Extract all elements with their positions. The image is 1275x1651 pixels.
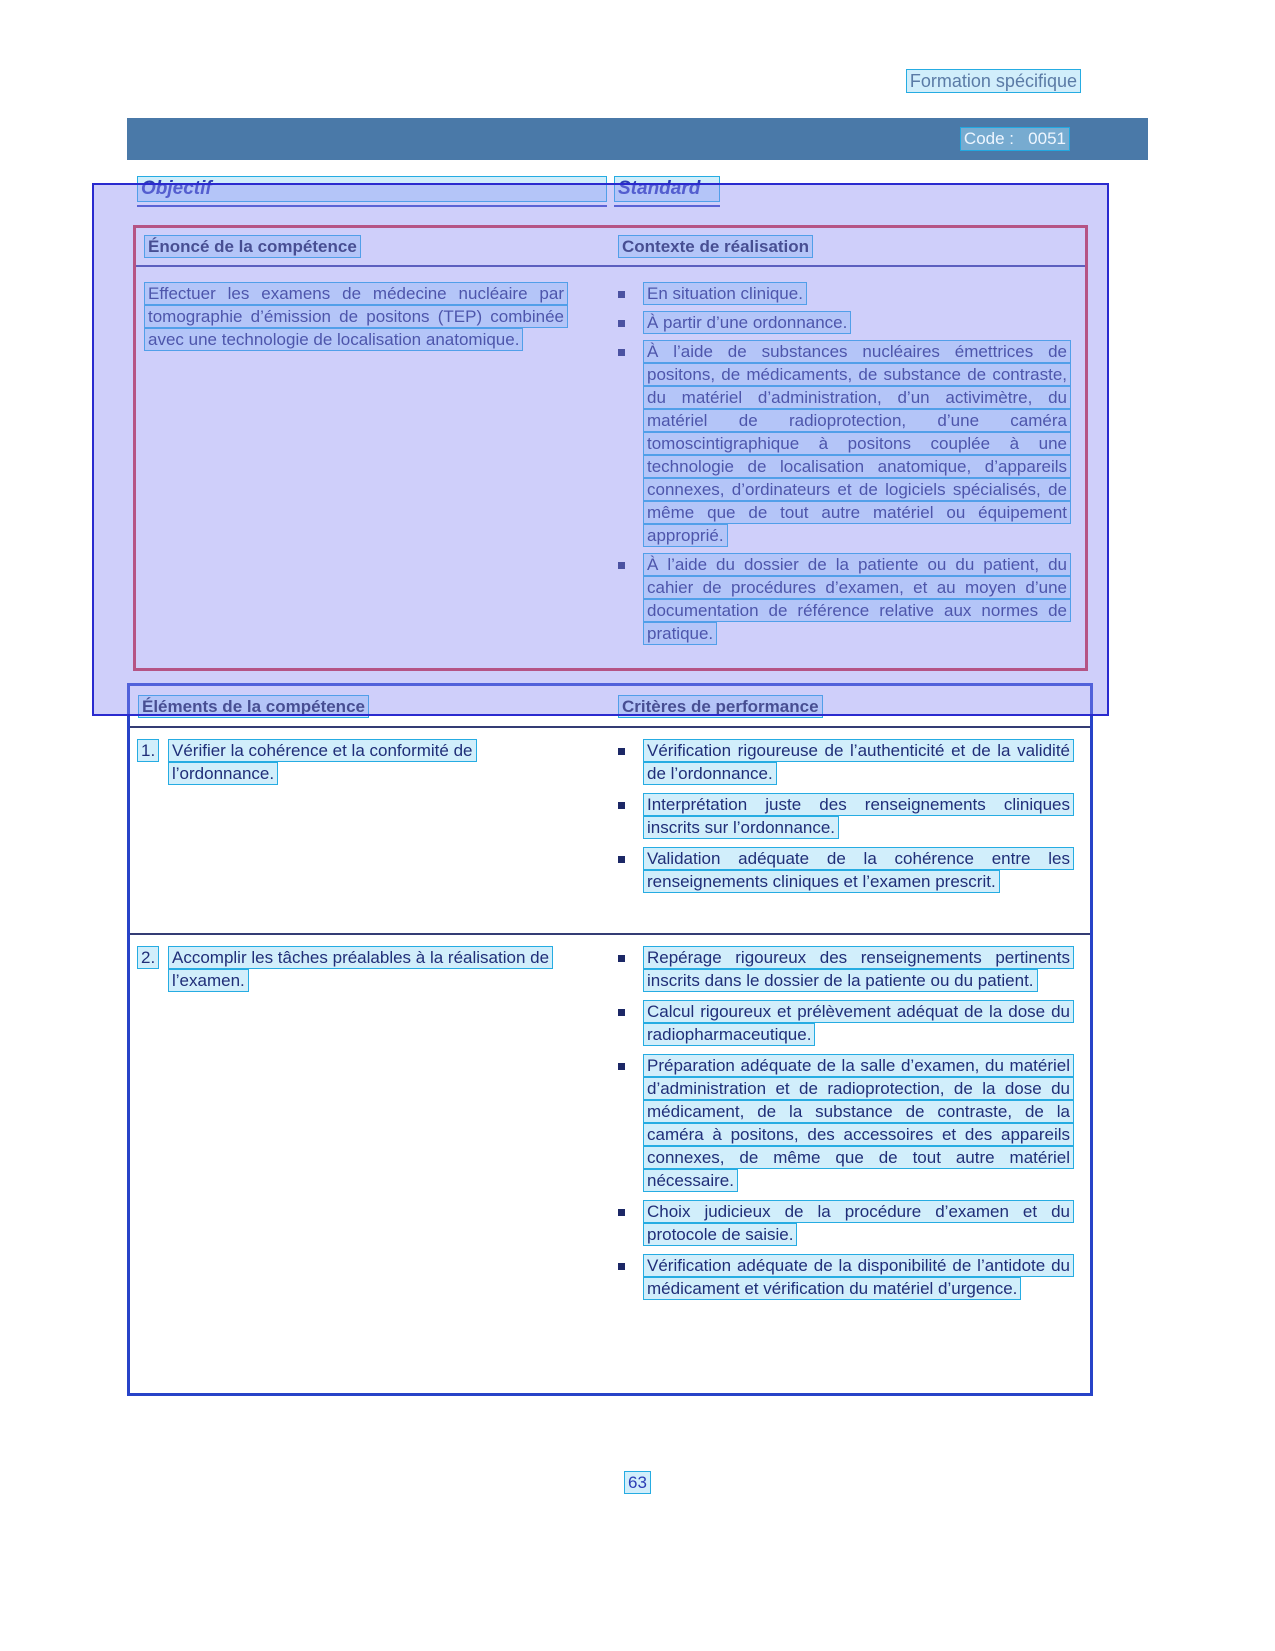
criteres-header-text: Critères de performance [618,695,823,718]
element-paragraph [168,946,576,1393]
criteria-paragraph [643,793,1074,839]
section-header [906,71,1081,92]
list-item [616,282,1071,305]
section-header-text: Formation spécifique [906,69,1081,93]
criteria-paragraph [643,1254,1074,1300]
element-text: Vérifier la cohérence et la conformité de l’ordonnance. [168,739,477,785]
contexte-cell [610,282,1085,651]
table-row [130,935,1090,1393]
criteria-text: Calcul rigoureux et prélèvement adéquat de la dose du radiopharmaceutique. [643,1000,1074,1046]
list-item [616,311,1071,334]
element-number-text: 1. [137,739,159,762]
bullet-icon [618,955,625,962]
criteria-paragraph [643,739,1074,785]
table-row [130,728,1090,935]
bullet-icon [618,1263,625,1270]
page-number-text: 63 [624,1471,651,1494]
page-number [0,1473,1275,1493]
criteria-item [616,793,1074,839]
bullet-icon [618,320,625,327]
list-item-paragraph [643,311,1071,334]
bullet-icon [618,1009,625,1016]
criteria-paragraph [643,847,1074,893]
standard-heading-text: Standard [614,176,720,202]
criteria-paragraph [643,1200,1074,1246]
enonce-text: Effectuer les examens de médecine nucléaire par tomographie d’émission de positons (TEP) combinée avec une technologie de localisation anatomique. [144,282,568,351]
elements-header-cell [130,695,610,719]
criteria-text: Vérification rigoureuse de l’authenticité et de la validité de l’ordonnance. [643,739,1074,785]
objectif-heading-text: Objectif [137,176,607,202]
enonce-cell [136,282,610,651]
criteria-cell [610,739,1090,933]
bullet-icon [618,1063,625,1070]
elements-header-text: Éléments de la compétence [138,695,369,718]
criteria-item [616,1054,1074,1192]
competence-table-header [136,228,1085,267]
criteria-text: Préparation adéquate de la salle d’examen, du matériel d’administration et de radioprotection, de la dose du médicament, de la substance de contraste, de la caméra à positons, des accessoires et des appareils connexes, de même que de tout autre matériel nécessaire. [643,1054,1074,1192]
criteria-paragraph [643,1054,1074,1192]
list-item-paragraph [643,340,1071,547]
bullet-icon [618,748,625,755]
criteria-item [616,847,1074,893]
element-cell [130,739,610,933]
element-number [137,739,168,933]
bullet-icon [618,802,625,809]
element-number [137,946,168,1393]
list-item [616,553,1071,645]
competence-table [133,225,1088,671]
criteria-paragraph [643,1000,1074,1046]
criteria-item [616,1254,1074,1300]
criteres-header-cell [610,695,1090,719]
element-paragraph [168,739,576,933]
criteria-text: Interprétation juste des renseignements cliniques inscrits sur l’ordonnance. [643,793,1074,839]
criteria-cell [610,946,1090,1393]
list-item-paragraph [643,282,1071,305]
criteria-text: Repérage rigoureux des renseignements pertinents inscrits dans le dossier de la patiente ou du patient. [643,946,1074,992]
elements-table [127,683,1093,1396]
contexte-header-text: Contexte de réalisation [618,235,813,258]
bullet-icon [618,856,625,863]
enonce-header-cell [136,235,610,259]
list-item-text: À partir d’une ordonnance. [643,311,851,334]
objectif-heading [137,176,607,207]
list-item-paragraph [643,553,1071,645]
criteria-item [616,1200,1074,1246]
list-item-text: En situation clinique. [643,282,807,305]
enonce-header-text: Énoncé de la compétence [144,235,361,258]
criteria-item [616,739,1074,785]
element-cell [130,946,610,1393]
list-item-text: À l’aide du dossier de la patiente ou du patient, du cahier de procédures d’examen, et au moyen d’une documentation de référence relative aux normes de pratique. [643,553,1071,645]
bullet-icon [618,562,625,569]
element-number-text: 2. [137,946,159,969]
bullet-icon [618,1209,625,1216]
bullet-icon [618,291,625,298]
criteria-text: Validation adéquate de la cohérence entre les renseignements cliniques et l’examen prescrit. [643,847,1074,893]
competence-table-body [136,267,1085,651]
criteria-item [616,1000,1074,1046]
criteria-paragraph [643,946,1074,992]
enonce-paragraph [144,282,568,351]
contexte-header-cell [610,235,1085,259]
criteria-item [616,946,1074,992]
criteria-text: Vérification adéquate de la disponibilité de l’antidote du médicament et vérification du matériel d’urgence. [643,1254,1074,1300]
elements-table-header [130,686,1090,728]
element-text: Accomplir les tâches préalables à la réalisation de l’examen. [168,946,553,992]
list-item-text: À l’aide de substances nucléaires émettrices de positons, de médicaments, de substance de contraste, du matériel d’administration, d’un activimètre, du matériel de radioprotection, d’une caméra tomoscintigraphique à positons couplée à une technologie de localisation anatomique, d’appareils connexes, d’ordinateurs et de logiciels spécialisés, de même que de tout autre matériel ou équipement approprié. [643,340,1071,547]
list-item [616,340,1071,547]
bullet-icon [618,349,625,356]
standard-heading [614,176,720,207]
criteria-text: Choix judicieux de la procédure d’examen et du protocole de saisie. [643,1200,1074,1246]
code-bar [127,118,1148,160]
code-label: Code : 0051 [960,127,1070,151]
